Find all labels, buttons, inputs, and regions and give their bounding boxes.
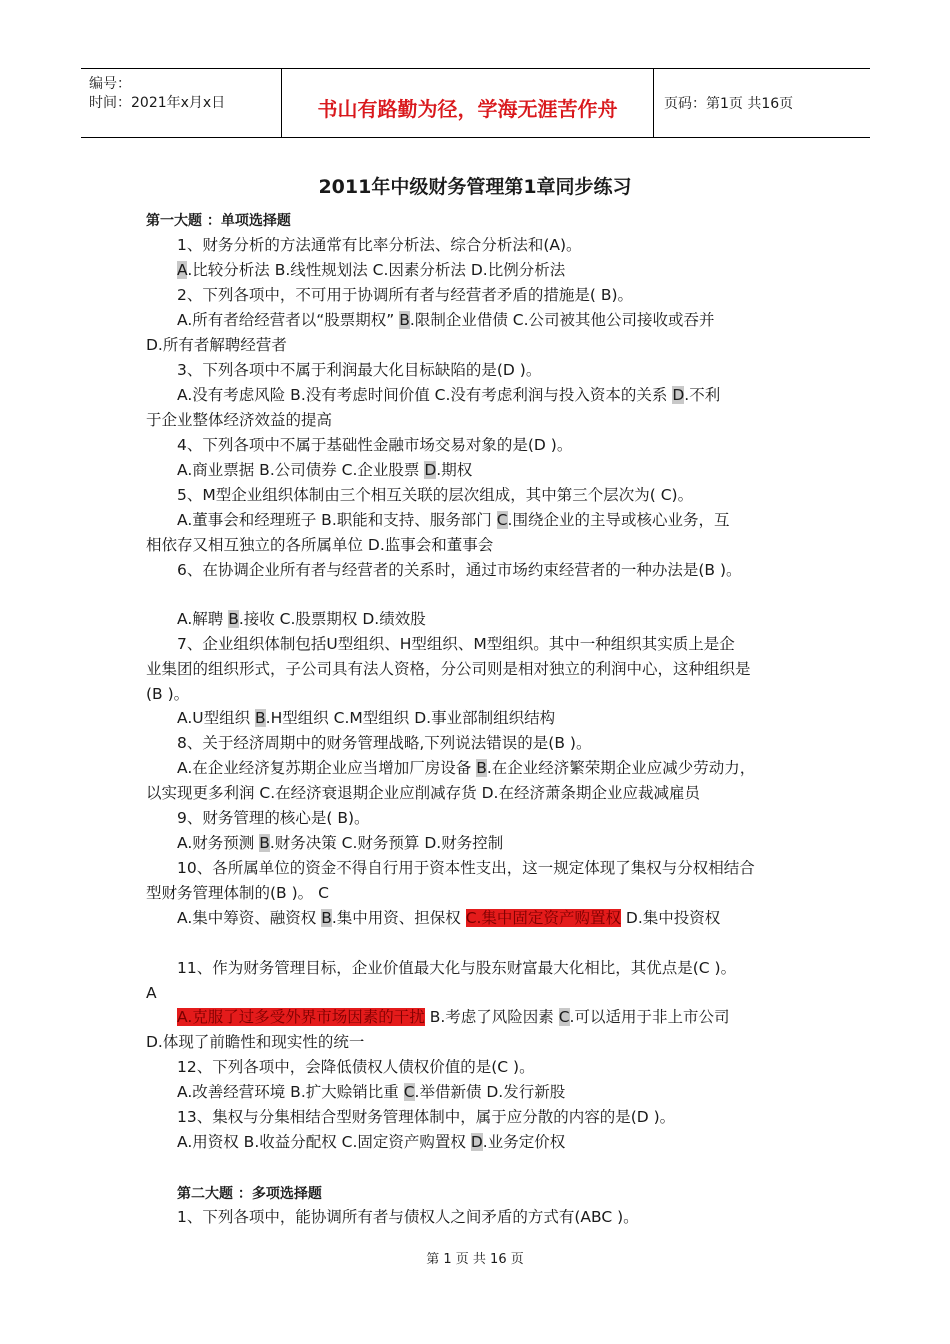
question-5-options xyxy=(177,509,729,531)
question-13-options xyxy=(177,1131,565,1153)
question-3-options-cont: 于企业整体经济效益的提高 xyxy=(146,411,333,429)
question-7-options xyxy=(177,707,555,729)
document-title: 2011年中级财务管理第1章同步练习 xyxy=(318,176,632,198)
options-text: A.董事会和经理班子 B.职能和支持、服务部门 xyxy=(177,511,497,529)
answer-mark: B xyxy=(399,311,410,329)
question-7-line-3: (B )。 xyxy=(146,685,190,703)
answer-mark: B xyxy=(255,709,266,727)
options-text: A.改善经营环境 B.扩大赊销比重 xyxy=(177,1083,404,1101)
answer-mark: B xyxy=(259,834,270,852)
question-12-options xyxy=(177,1081,565,1103)
question-11: 11、作为财务管理目标，企业价值最大化与股东财富最大化相比，其优点是(C )。 xyxy=(177,959,737,977)
header-page-cell xyxy=(654,69,870,137)
date-label: 时间：2021年x月x日 xyxy=(89,95,226,111)
question-2: 2、下列各项中，不可用于协调所有者与经营者矛盾的措施是( B)。 xyxy=(177,286,634,304)
question-12: 12、下列各项中，会降低债权人债权价值的是(C )。 xyxy=(177,1058,535,1076)
answer-mark: A xyxy=(177,261,188,279)
question-3: 3、下列各项中不属于利润最大化目标缺陷的是(D )。 xyxy=(177,361,542,379)
question-2-options-cont: D.所有者解聘经营者 xyxy=(146,336,287,354)
options-text: A.所有者给经营者以“股票期权” xyxy=(177,311,400,329)
question-6-options xyxy=(177,608,426,630)
question-8-options xyxy=(177,757,755,779)
options-text: .期权 xyxy=(436,461,473,479)
answer-mark: B xyxy=(321,909,332,927)
multi-question-1: 1、下列各项中，能协调所有者与债权人之间矛盾的方式有(ABC )。 xyxy=(177,1208,639,1226)
options-text: .接收 C.股票期权 D.绩效股 xyxy=(238,610,426,628)
options-text: .限制企业借债 C.公司被其他公司接收或吞并 xyxy=(409,311,715,329)
question-7: 7、企业组织体制包括U型组织、H型组织、M型组织。其中一种组织其实质上是企 xyxy=(177,635,735,653)
question-11-options-cont: D.体现了前瞻性和现实性的统一 xyxy=(146,1033,365,1051)
page-header xyxy=(81,68,870,138)
options-text: .财务决策 C.财务预算 D.财务控制 xyxy=(269,834,504,852)
answer-mark: B xyxy=(476,759,487,777)
options-text: A.财务预测 xyxy=(177,834,260,852)
question-3-options xyxy=(177,384,720,406)
question-9-options xyxy=(177,832,503,854)
options-text: .业务定价权 xyxy=(482,1133,566,1151)
question-1: 1、财务分析的方法通常有比率分析法、综合分析法和(A)。 xyxy=(177,236,582,254)
question-11-line-2: A xyxy=(146,984,157,1002)
header-meta-cell xyxy=(81,69,282,137)
red-highlight: C.集中固定资产购置权 xyxy=(465,909,621,927)
options-text: A.没有考虑风险 B.没有考虑时间价值 C.没有考虑利润与投入资本的关系 xyxy=(177,386,673,404)
page-footer: 第 1 页 共 16 页 xyxy=(426,1252,524,1267)
question-2-options xyxy=(177,309,715,331)
question-4: 4、下列各项中不属于基础性金融市场交易对象的是(D )。 xyxy=(177,436,573,454)
options-text: .围绕企业的主导或核心业务，互 xyxy=(507,511,730,529)
question-5-options-cont: 相依存又相互独立的各所属单位 D.监事会和董事会 xyxy=(146,536,494,554)
question-5: 5、M型企业组织体制由三个相互关联的层次组成，其中第三个层次为( C)。 xyxy=(177,486,694,504)
answer-mark: D xyxy=(424,461,437,479)
options-text: A.商业票据 B.公司债券 C.企业股票 xyxy=(177,461,425,479)
options-text: .比较分析法 B.线性规划法 C.因素分析法 D.比例分析法 xyxy=(187,261,566,279)
options-text: A.用资权 B.收益分配权 C.固定资产购置权 xyxy=(177,1133,471,1151)
options-text: .在企业经济繁荣期企业应减少劳动力， xyxy=(486,759,756,777)
answer-mark: D xyxy=(470,1133,483,1151)
question-13: 13、集权与分集相结合型财务管理体制中，属于应分散的内容的是(D )。 xyxy=(177,1108,676,1126)
question-10-options xyxy=(177,907,720,929)
question-8: 8、关于经济周期中的财务管理战略,下列说法错误的是(B )。 xyxy=(177,734,592,752)
answer-mark: B xyxy=(228,610,239,628)
section-heading-single-choice: 第一大题 ：单项选择题 xyxy=(146,213,291,229)
red-highlight: A.克服了过多受外界市场因素的干扰 xyxy=(177,1008,425,1026)
question-8-options-cont: 以实现更多利润 C.在经济衰退期企业应削减存货 D.在经济萧条期企业应裁减雇员 xyxy=(146,784,700,802)
options-text: .举借新债 D.发行新股 xyxy=(414,1083,566,1101)
question-9: 9、财务管理的核心是( B)。 xyxy=(177,809,370,827)
options-text: A.解聘 xyxy=(177,610,229,628)
question-11-options xyxy=(177,1006,729,1028)
motto: 书山有路勤为径，学海无涯苦作舟 xyxy=(317,97,618,121)
section-heading-multi-choice: 第二大题 ：多项选择题 xyxy=(177,1186,322,1202)
question-7-line-2: 业集团的组织形式，子公司具有法人资格，分公司则是相对独立的利润中心，这种组织是 xyxy=(146,660,751,678)
options-text: A.集中筹资、融资权 xyxy=(177,909,322,927)
options-text: D.集中投资权 xyxy=(620,909,721,927)
options-text: .H型组织 C.M型组织 D.事业部制组织结构 xyxy=(265,709,556,727)
options-text: B.考虑了风险因素 xyxy=(424,1008,559,1026)
header-motto-cell xyxy=(282,69,654,137)
number-label: 编号： xyxy=(89,76,131,92)
options-text: A.U型组织 xyxy=(177,709,256,727)
question-10-line-2: 型财务管理体制的(B )。 C xyxy=(146,884,329,902)
answer-mark: C xyxy=(558,1008,570,1026)
page-info: 页码：第1页 共16页 xyxy=(664,96,794,112)
options-text: .可以适用于非上市公司 xyxy=(569,1008,730,1026)
answer-mark: C xyxy=(403,1083,415,1101)
question-1-options xyxy=(177,259,565,281)
answer-mark: D xyxy=(672,386,685,404)
options-text: A.在企业经济复苏期企业应当增加厂房设备 xyxy=(177,759,477,777)
question-10: 10、各所属单位的资金不得自行用于资本性支出，这一规定体现了集权与分权相结合 xyxy=(177,859,755,877)
options-text: .集中用资、担保权 xyxy=(331,909,466,927)
answer-mark: C xyxy=(496,511,508,529)
question-4-options xyxy=(177,459,472,481)
options-text: .不利 xyxy=(684,386,721,404)
question-6: 6、在协调企业所有者与经营者的关系时，通过市场约束经营者的一种办法是(B )。 xyxy=(177,561,742,579)
